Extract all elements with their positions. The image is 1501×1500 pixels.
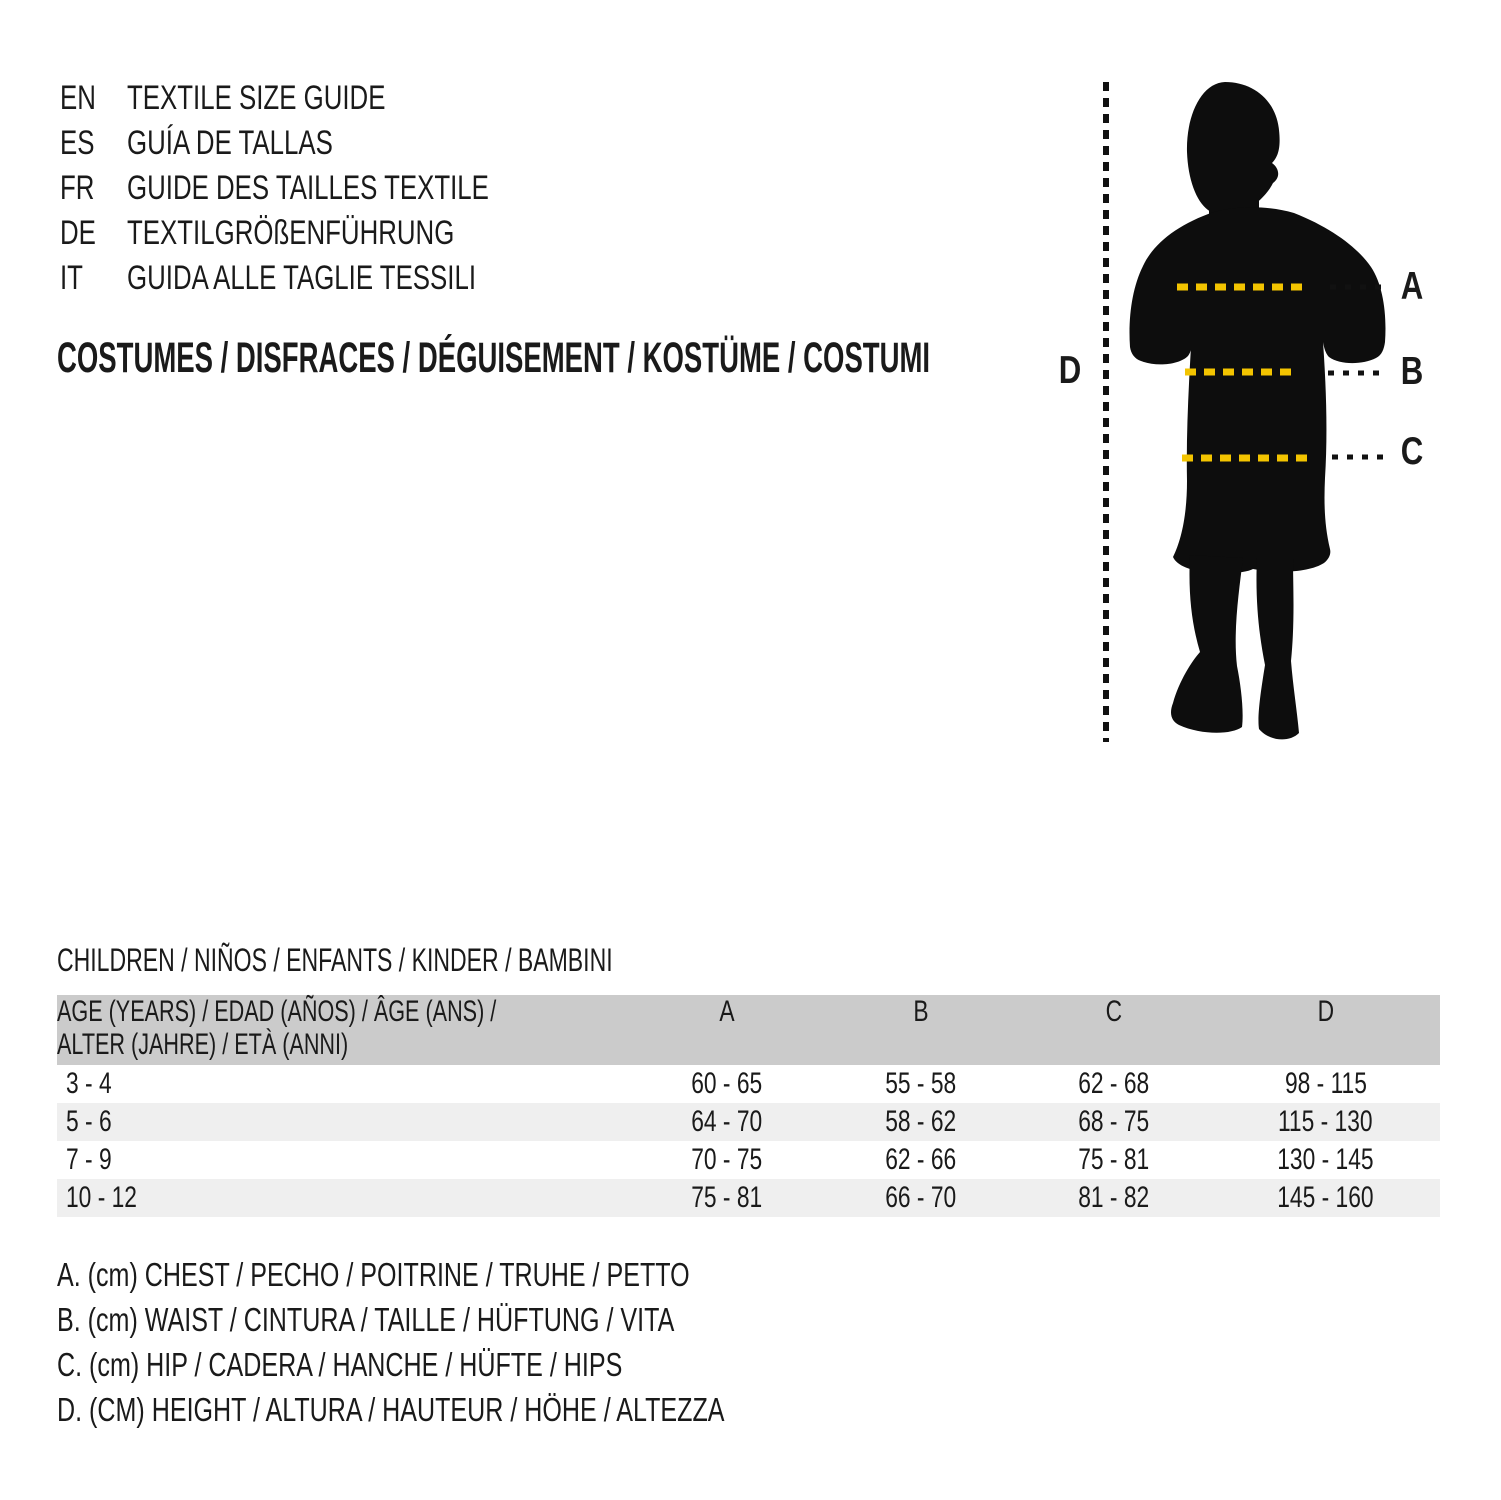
cell-hip-text: 75 - 81: [1078, 1143, 1150, 1176]
lang-title-en: TEXTILE SIZE GUIDE: [127, 79, 386, 117]
cell-age: [57, 1179, 630, 1217]
header-col-b: [824, 995, 1018, 1065]
cell-hip: [1017, 1065, 1211, 1103]
cell-chest-text: 75 - 81: [691, 1181, 763, 1214]
lang-code-es: ES: [60, 124, 95, 162]
table-row-age-5-6: [57, 1103, 1440, 1141]
cell-waist: [824, 1141, 1018, 1179]
legend-chest-text: A. (cm) CHEST / PECHO / POITRINE / TRUHE / PETTO: [57, 1255, 690, 1293]
header-age: [57, 995, 630, 1065]
cell-chest: [630, 1141, 824, 1179]
table-header-row: [57, 995, 1440, 1065]
category-line-text: COSTUMES / DISFRACES / DÉGUISEMENT / KOSTÜME / COSTUMI: [57, 333, 931, 382]
cell-height-text: 145 - 160: [1277, 1181, 1374, 1214]
legend-hip-text: C. (cm) HIP / CADERA / HANCHE / HÜFTE / HIPS: [57, 1345, 623, 1383]
cell-height: [1211, 1103, 1440, 1141]
lang-title-fr: GUIDE DES TAILLES TEXTILE: [127, 169, 489, 207]
cell-waist: [824, 1103, 1018, 1141]
cell-age: [57, 1065, 630, 1103]
measurement-legend: [57, 1252, 935, 1432]
section-title-children: [57, 940, 829, 980]
cell-waist-text: 55 - 58: [885, 1067, 957, 1100]
cell-hip-text: 62 - 68: [1078, 1067, 1150, 1100]
lang-row-it: [60, 256, 603, 301]
lang-code-de: DE: [60, 214, 96, 252]
size-table: [57, 995, 1440, 1217]
table-row-age-3-4: [57, 1065, 1440, 1103]
cell-hip-text: 81 - 82: [1078, 1181, 1150, 1214]
label-a-chest: A: [1400, 265, 1424, 308]
silhouette-shapes: [1130, 82, 1386, 739]
header-col-c-text: C: [1105, 995, 1123, 1028]
lang-row-fr: [60, 166, 603, 211]
cell-height: [1211, 1179, 1440, 1217]
cell-hip-text: 68 - 75: [1078, 1105, 1150, 1138]
cell-age-text: 5 - 6: [66, 1105, 112, 1138]
legend-height-text: D. (CM) HEIGHT / ALTURA / HAUTEUR / HÖHE / ALTEZZA: [57, 1390, 725, 1428]
cell-hip: [1017, 1141, 1211, 1179]
legend-row-chest: [57, 1252, 935, 1297]
cell-waist: [824, 1065, 1018, 1103]
lang-row-es: [60, 121, 603, 166]
size-table-container: [57, 995, 1440, 1217]
cell-waist-text: 66 - 70: [885, 1181, 957, 1214]
legend-waist-text: B. (cm) WAIST / CINTURA / TAILLE / HÜFTUNG / VITA: [57, 1300, 675, 1338]
cell-height: [1211, 1065, 1440, 1103]
cell-chest: [630, 1179, 824, 1217]
cell-height: [1211, 1141, 1440, 1179]
lang-title-it: GUIDA ALLE TAGLIE TESSILI: [127, 259, 477, 297]
header-col-d: [1211, 995, 1440, 1065]
cell-chest-text: 64 - 70: [691, 1105, 763, 1138]
lang-code-fr: FR: [60, 169, 95, 207]
cell-chest-text: 70 - 75: [691, 1143, 763, 1176]
header-col-b-text: B: [912, 995, 929, 1028]
cell-chest: [630, 1103, 824, 1141]
cell-chest-text: 60 - 65: [691, 1067, 763, 1100]
legend-row-waist: [57, 1297, 935, 1342]
cell-height-text: 130 - 145: [1277, 1143, 1374, 1176]
label-d-height: D: [1058, 349, 1082, 392]
header-col-d-text: D: [1317, 995, 1334, 1028]
lang-row-de: [60, 211, 603, 256]
cell-height-text: 115 - 130: [1278, 1105, 1373, 1138]
table-row-age-7-9: [57, 1141, 1440, 1179]
label-c-hip: C: [1400, 430, 1424, 473]
header-col-a-text: A: [719, 995, 735, 1028]
lang-code-en: EN: [60, 79, 96, 117]
cell-hip: [1017, 1179, 1211, 1217]
lang-title-es: GUÍA DE TALLAS: [127, 124, 333, 162]
table-row-age-10-12: [57, 1179, 1440, 1217]
section-title-text: CHILDREN / NIÑOS / ENFANTS / KINDER / BAMBINI: [57, 941, 613, 978]
header-age-line2: ALTER (JAHRE) / ETÀ (ANNI): [57, 1028, 349, 1061]
lang-row-en: [60, 76, 603, 121]
cell-height-text: 98 - 115: [1284, 1067, 1367, 1100]
child-silhouette-figure: [1040, 60, 1460, 760]
cell-hip: [1017, 1103, 1211, 1141]
cell-age: [57, 1103, 630, 1141]
cell-waist: [824, 1179, 1018, 1217]
cell-age-text: 7 - 9: [66, 1143, 112, 1176]
legend-row-hip: [57, 1342, 935, 1387]
cell-chest: [630, 1065, 824, 1103]
header-age-line1: AGE (YEARS) / EDAD (AÑOS) / ÂGE (ANS) /: [57, 995, 497, 1028]
header-col-a: [630, 995, 824, 1065]
cell-waist-text: 62 - 66: [885, 1143, 957, 1176]
legend-row-height: [57, 1387, 935, 1432]
cell-age-text: 3 - 4: [66, 1067, 112, 1100]
cell-age: [57, 1141, 630, 1179]
label-b-waist: B: [1400, 350, 1424, 393]
lang-title-de: TEXTILGRÖßENFÜHRUNG: [127, 214, 455, 252]
language-title-list: [60, 76, 603, 301]
lang-code-it: IT: [60, 259, 83, 297]
header-col-c: [1017, 995, 1211, 1065]
cell-waist-text: 58 - 62: [885, 1105, 957, 1138]
cell-age-text: 10 - 12: [66, 1181, 137, 1214]
